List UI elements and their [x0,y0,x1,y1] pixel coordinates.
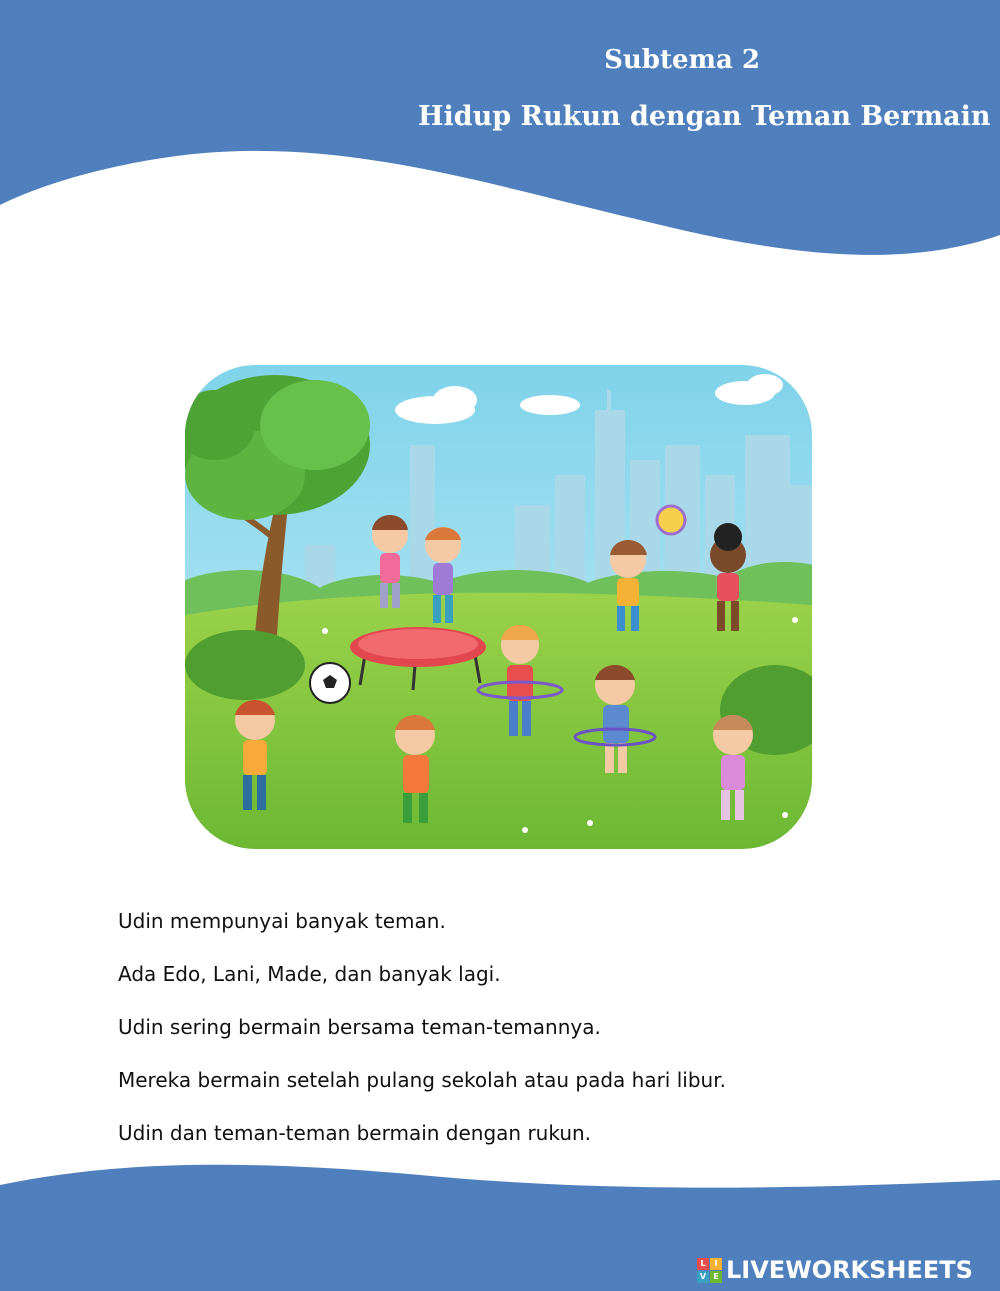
logo-letter: E [710,1271,722,1283]
story-line: Mereka bermain setelah pulang sekolah atau pada hari libur. [118,1068,726,1092]
subtema-label: Subtema 2 [604,45,760,75]
page-title: Hidup Rukun dengan Teman Bermain [418,101,991,132]
logo-letter: L [697,1258,709,1270]
story-line: Udin dan teman-teman bermain dengan rukun. [118,1121,592,1145]
bush-left [185,630,305,700]
logo-letter: I [710,1258,722,1270]
soccer-ball [310,663,350,703]
children-playing-illustration [185,365,812,849]
story-line: Udin mempunyai banyak teman. [118,909,446,933]
grass [185,593,812,849]
story-line: Ada Edo, Lani, Made, dan banyak lagi. [118,962,501,986]
header-wave [0,0,1000,270]
logo-letter: V [697,1271,709,1283]
logo-text: LIVEWORKSHEETS [726,1256,973,1284]
story-text [118,910,878,1175]
beach-ball [657,506,685,534]
logo-icon [697,1258,722,1283]
story-line: Udin sering bermain bersama teman-temannya. [118,1015,601,1039]
liveworksheets-logo[interactable] [697,1255,973,1285]
